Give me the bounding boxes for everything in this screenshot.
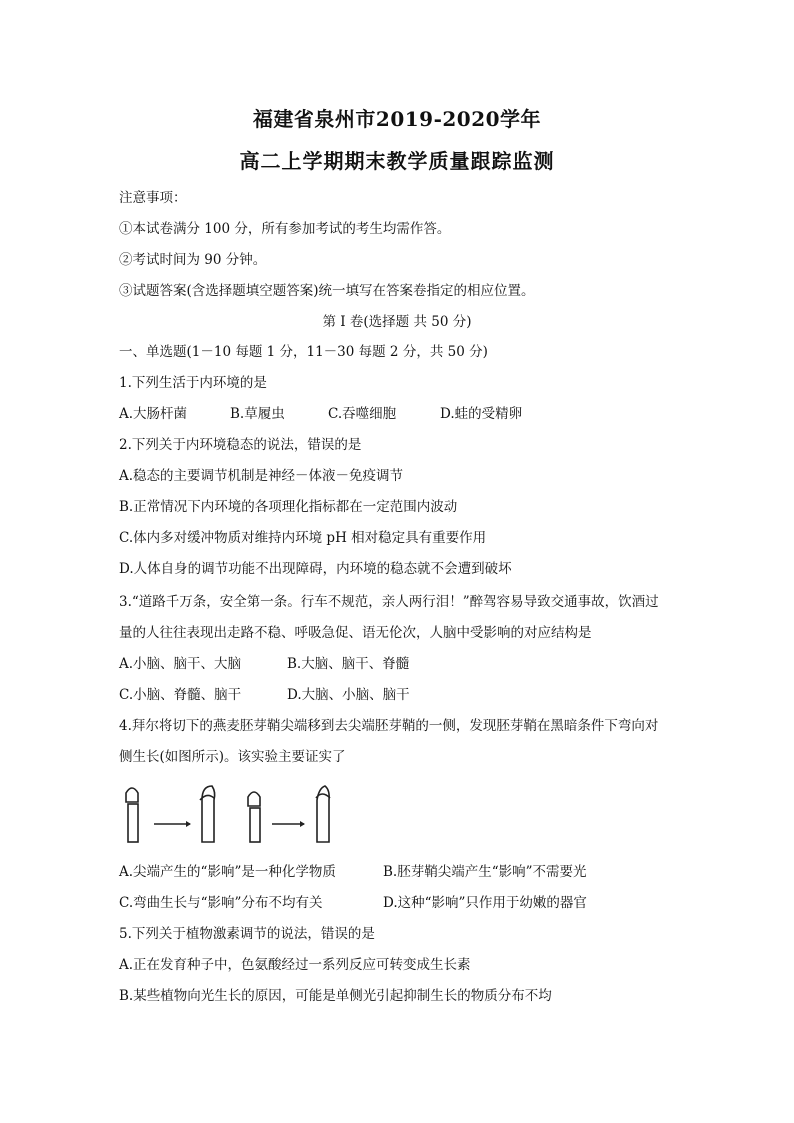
question-stem: 5.下列关于植物激素调节的说法，错误的是 xyxy=(119,926,375,942)
question-stem: 1.下列生活于内环境的是 xyxy=(119,375,267,391)
coleoptile-experiment-figure xyxy=(124,782,344,846)
tip-block xyxy=(126,788,138,802)
notes-heading: 注意事项： xyxy=(119,190,187,206)
tip-block xyxy=(248,792,260,806)
option-d: D.蛙的受精卵 xyxy=(440,406,523,422)
part-heading: 第 I 卷(选择题 共 50 分) xyxy=(322,314,472,330)
option-c: C.弯曲生长与“影响”分布不均有关 xyxy=(119,895,323,911)
question-stem-cont: 侧生长(如图所示)。该实验主要证实了 xyxy=(119,749,346,765)
note-item: ①本试卷满分 100 分，所有参加考试的考生均需作答。 xyxy=(119,221,451,237)
option-d: D.大脑、小脑、脑干 xyxy=(287,687,410,703)
coleoptile-stem xyxy=(128,804,138,842)
option-a: A.尖端产生的“影响”是一种化学物质 xyxy=(119,864,336,880)
option-a: A.稳态的主要调节机制是神经－体液－免疫调节 xyxy=(119,468,404,484)
option-c: C.小脑、脊髓、脑干 xyxy=(119,687,242,703)
option-b: B.草履虫 xyxy=(230,406,285,422)
option-b: B.胚芽鞘尖端产生“影响”不需要光 xyxy=(383,864,587,880)
document-subtitle: 高二上学期期末教学质量跟踪监测 xyxy=(239,149,555,173)
note-item: ③试题答案(含选择题填空题答案)统一填写在答案卷指定的相应位置。 xyxy=(119,283,535,299)
option-d: D.这种“影响”只作用于幼嫩的器官 xyxy=(383,895,587,911)
document-title: 福建省泉州市2019-2020学年 xyxy=(252,107,542,131)
option-b: B.大脑、脑干、脊髓 xyxy=(287,656,410,672)
coleoptile-stem xyxy=(250,808,260,842)
option-c: C.吞噬细胞 xyxy=(328,406,397,422)
option-b: B.某些植物向光生长的原因，可能是单侧光引起抑制生长的物质分布不均 xyxy=(119,988,552,1004)
option-a: A.大肠杆菌 xyxy=(119,406,188,422)
question-stem: 4.拜尔将切下的燕麦胚芽鞘尖端移到去尖端胚芽鞘的一侧，发现胚芽鞘在黑暗条件下弯向对 xyxy=(119,718,659,734)
option-c: C.体内多对缓冲物质对维持内环境 pH 相对稳定具有重要作用 xyxy=(119,530,487,546)
option-a: A.正在发育种子中，色氨酸经过一系列反应可转变成生长素 xyxy=(119,957,471,973)
option-d: D.人体自身的调节功能不出现障碍，内环境的稳态就不会遭到破坏 xyxy=(119,561,512,577)
question-stem: 3.“道路千万条，安全第一条。行车不规范，亲人两行泪！”醉驾容易导致交通事故，饮酒过 xyxy=(119,594,659,610)
question-stem-cont: 量的人往往表现出走路不稳、呼吸急促、语无伦次，人脑中受影响的对应结构是 xyxy=(119,625,592,641)
bent-coleoptile xyxy=(202,786,215,842)
option-a: A.小脑、脑干、大脑 xyxy=(119,656,242,672)
question-stem: 2.下列关于内环境稳态的说法，错误的是 xyxy=(119,437,362,453)
note-item: ②考试时间为 90 分钟。 xyxy=(119,252,267,268)
option-b: B.正常情况下内环境的各项理化指标都在一定范围内波动 xyxy=(119,499,458,515)
section-heading: 一、单选题(1－10 每题 1 分，11－30 每题 2 分，共 50 分) xyxy=(119,344,488,360)
